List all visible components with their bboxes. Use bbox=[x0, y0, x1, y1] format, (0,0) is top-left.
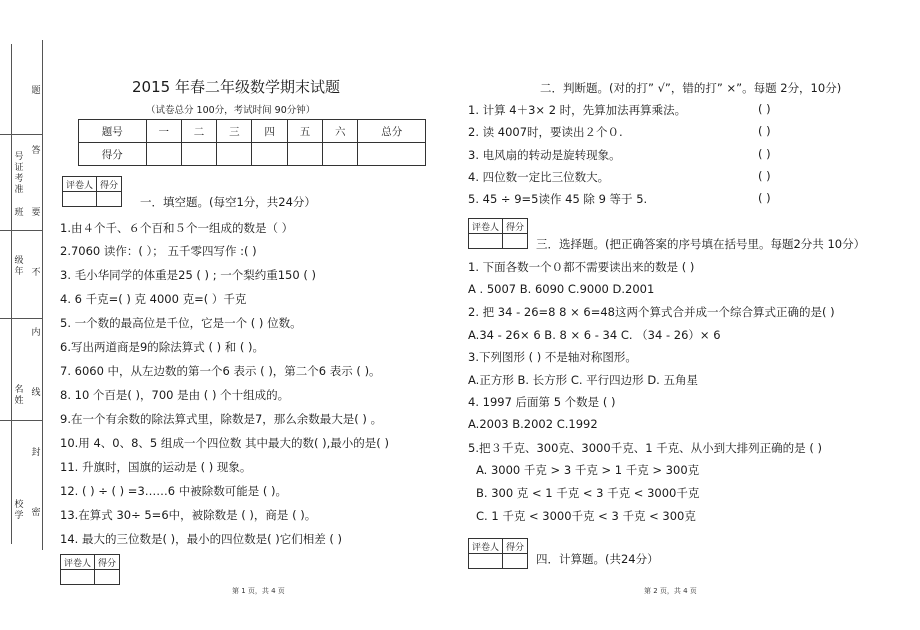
score-header-cell: 五 bbox=[287, 120, 322, 143]
grader-box bbox=[468, 538, 528, 569]
seal-char: 答 bbox=[31, 146, 41, 156]
grader-label: 评卷人 bbox=[469, 539, 503, 554]
fill-question: 5. 一个数的最高位是千位，它是一个 ( ) 位数。 bbox=[60, 316, 302, 330]
judge-answer-bracket[interactable]: ( ) bbox=[758, 169, 771, 183]
grader-reviewer-cell[interactable] bbox=[469, 234, 503, 249]
grader-box bbox=[468, 218, 528, 249]
score-cell[interactable] bbox=[358, 143, 426, 166]
score-header-cell: 三 bbox=[217, 120, 252, 143]
score-header-cell: 一 bbox=[146, 120, 181, 143]
choice-options: A . 5007 B. 6090 C.9000 D.2001 bbox=[468, 282, 655, 296]
grader-score-cell[interactable] bbox=[503, 554, 528, 569]
binding-divider bbox=[0, 134, 42, 135]
binding-divider bbox=[0, 420, 42, 421]
grader-score-label: 得分 bbox=[95, 555, 120, 570]
seal-char: 不 bbox=[31, 268, 41, 278]
choice-question: 5.把３千克、300克、3000千克、1 千克、从小到大排列正确的是 ( ) bbox=[468, 441, 822, 455]
choice-option: C. 1 千克 < 3000千克 < 3 千克 < 300克 bbox=[476, 509, 696, 523]
fill-question: 12. ( ) ÷ ( ) =3……6 中被除数可能是 ( )。 bbox=[60, 484, 288, 498]
choice-options: A.正方形 B. 长方形 C. 平行四边形 D. 五角星 bbox=[468, 373, 698, 387]
seal-char: 密 bbox=[31, 508, 41, 518]
grader-score-cell[interactable] bbox=[95, 570, 120, 585]
score-header-cell: 总分 bbox=[358, 120, 426, 143]
grader-reviewer-cell[interactable] bbox=[61, 570, 95, 585]
judge-answer-bracket[interactable]: ( ) bbox=[758, 147, 771, 161]
fill-question: 4. 6 千克=( ) 克 4000 克=( ）千克 bbox=[60, 292, 247, 306]
judge-question: 1. 计算 4＋3× 2 时，先算加法再算乘法。 bbox=[468, 103, 687, 117]
section1-title: 一．填空题。(每空1分，共24分） bbox=[140, 195, 316, 209]
grader-box bbox=[62, 176, 122, 207]
score-cell[interactable] bbox=[252, 143, 287, 166]
judge-answer-bracket[interactable]: ( ) bbox=[758, 191, 771, 205]
grader-box bbox=[60, 554, 120, 585]
section2-title: 二．判断题。(对的打” √”，错的打” ×”。每题 2分，10分) bbox=[540, 81, 842, 95]
fill-question: 6.写出两道商是9的除法算式 ( ) 和 ( )。 bbox=[60, 340, 265, 354]
judge-question: 5. 45 ÷ 9=5读作 45 除 9 等于 5. bbox=[468, 192, 648, 206]
page-title: 2015 年春二年级数学期末试题 bbox=[132, 78, 340, 96]
score-cell[interactable] bbox=[323, 143, 358, 166]
score-cell[interactable] bbox=[217, 143, 252, 166]
binding-line-outer bbox=[11, 44, 12, 544]
score-cell[interactable] bbox=[181, 143, 216, 166]
score-row-label: 得分 bbox=[79, 143, 147, 166]
choice-question: 4. 1997 后面第 5 个数是 ( ) bbox=[468, 395, 616, 409]
grader-label: 评卷人 bbox=[61, 555, 95, 570]
judge-answer-bracket[interactable]: ( ) bbox=[758, 102, 771, 116]
fill-question: 14. 最大的三位数是( )，最小的四位数是( )它们相差 ( ) bbox=[60, 532, 342, 546]
choice-question: 1. 下面各数一个０都不需要读出来的数是 ( ) bbox=[468, 260, 695, 274]
page-footer-right: 第 2 页，共 4 页 bbox=[644, 587, 697, 595]
score-cell[interactable] bbox=[287, 143, 322, 166]
score-header-cell: 题号 bbox=[79, 120, 147, 143]
score-header-cell: 二 bbox=[181, 120, 216, 143]
seal-char: 封 bbox=[31, 448, 41, 458]
binding-label-exam-id: 号 证 考 准 bbox=[14, 152, 24, 195]
grader-label: 评卷人 bbox=[63, 177, 97, 192]
choice-question: 2. 把 34 - 26=8 8 × 6=48这两个算式合并成一个综合算式正确的是( ) bbox=[468, 305, 835, 319]
fill-question: 8. 10 个百是( )，700 是由 ( ) 个十组成的。 bbox=[60, 388, 290, 402]
binding-line-inner bbox=[42, 40, 43, 550]
binding-divider bbox=[0, 318, 42, 319]
seal-char: 题 bbox=[31, 86, 41, 96]
fill-question: 7. 6060 中，从左边数的第一个6 表示 ( )，第二个6 表示 ( )。 bbox=[60, 364, 381, 378]
seal-char: 内 bbox=[31, 328, 41, 338]
judge-answer-bracket[interactable]: ( ) bbox=[758, 124, 771, 138]
seal-char: 线 bbox=[31, 388, 41, 398]
fill-question: 2.7060 读作：( ）； 五千零四写作 :( ) bbox=[60, 244, 257, 258]
choice-question: 3.下列图形 ( ) 不是轴对称图形。 bbox=[468, 350, 637, 364]
choice-option: B. 300 克 < 1 千克 < 3 千克 < 3000千克 bbox=[476, 486, 700, 500]
fill-question: 3. 毛小华同学的体重是25 ( ) ; 一个梨约重150 ( ) bbox=[60, 268, 316, 282]
choice-options: A.2003 B.2002 C.1992 bbox=[468, 417, 598, 431]
binding-label-class: 班 bbox=[14, 208, 24, 218]
score-header-cell: 六 bbox=[323, 120, 358, 143]
judge-question: 2. 读 4007时，要读出２个０. bbox=[468, 125, 623, 139]
grader-score-cell[interactable] bbox=[97, 192, 122, 207]
binding-label-school: 校 学 bbox=[14, 500, 24, 521]
page-subtitle: （试卷总分 100分，考试时间 90分钟） bbox=[146, 105, 316, 116]
binding-label-name: 名 姓 bbox=[14, 385, 24, 406]
fill-question: 11. 升旗时，国旗的运动是 ( ) 现象。 bbox=[60, 460, 252, 474]
grader-label: 评卷人 bbox=[469, 219, 503, 234]
fill-question: 1.由４个千、６个百和５个一组成的数是（ ） bbox=[60, 221, 294, 235]
fill-question: 13.在算式 30÷ 5=6中，被除数是 ( )，商是 ( )。 bbox=[60, 508, 317, 522]
grader-reviewer-cell[interactable] bbox=[63, 192, 97, 207]
binding-label-grade: 级 年 bbox=[14, 256, 24, 277]
page-footer-left: 第 1 页，共 4 页 bbox=[232, 587, 285, 595]
score-header-cell: 四 bbox=[252, 120, 287, 143]
seal-char: 要 bbox=[31, 208, 41, 218]
section3-title: 三．选择题。(把正确答案的序号填在括号里。每题2分共 10分） bbox=[536, 237, 866, 251]
grader-score-label: 得分 bbox=[503, 539, 528, 554]
score-table-header-row bbox=[79, 120, 426, 143]
choice-options: A.34 - 26× 6 B. 8 × 6 - 34 C. （34 - 26）× 6 bbox=[468, 328, 721, 342]
section4-title: 四．计算题。(共24分） bbox=[536, 552, 659, 566]
score-table-score-row bbox=[79, 143, 426, 166]
grader-score-label: 得分 bbox=[97, 177, 122, 192]
grader-score-label: 得分 bbox=[503, 219, 528, 234]
judge-question: 3. 电风扇的转动是旋转现象。 bbox=[468, 148, 621, 162]
grader-score-cell[interactable] bbox=[503, 234, 528, 249]
choice-option: A. 3000 千克 > 3 千克 > 1 千克 > 300克 bbox=[476, 463, 700, 477]
binding-divider bbox=[0, 230, 42, 231]
fill-question: 10.用 4、0、8、5 组成一个四位数 其中最大的数( ),最小的是( ) bbox=[60, 436, 389, 450]
judge-question: 4. 四位数一定比三位数大。 bbox=[468, 170, 610, 184]
fill-question: 9.在一个有余数的除法算式里，除数是7，那么余数最大是( ) 。 bbox=[60, 412, 383, 426]
grader-reviewer-cell[interactable] bbox=[469, 554, 503, 569]
score-cell[interactable] bbox=[146, 143, 181, 166]
score-table bbox=[78, 119, 426, 166]
